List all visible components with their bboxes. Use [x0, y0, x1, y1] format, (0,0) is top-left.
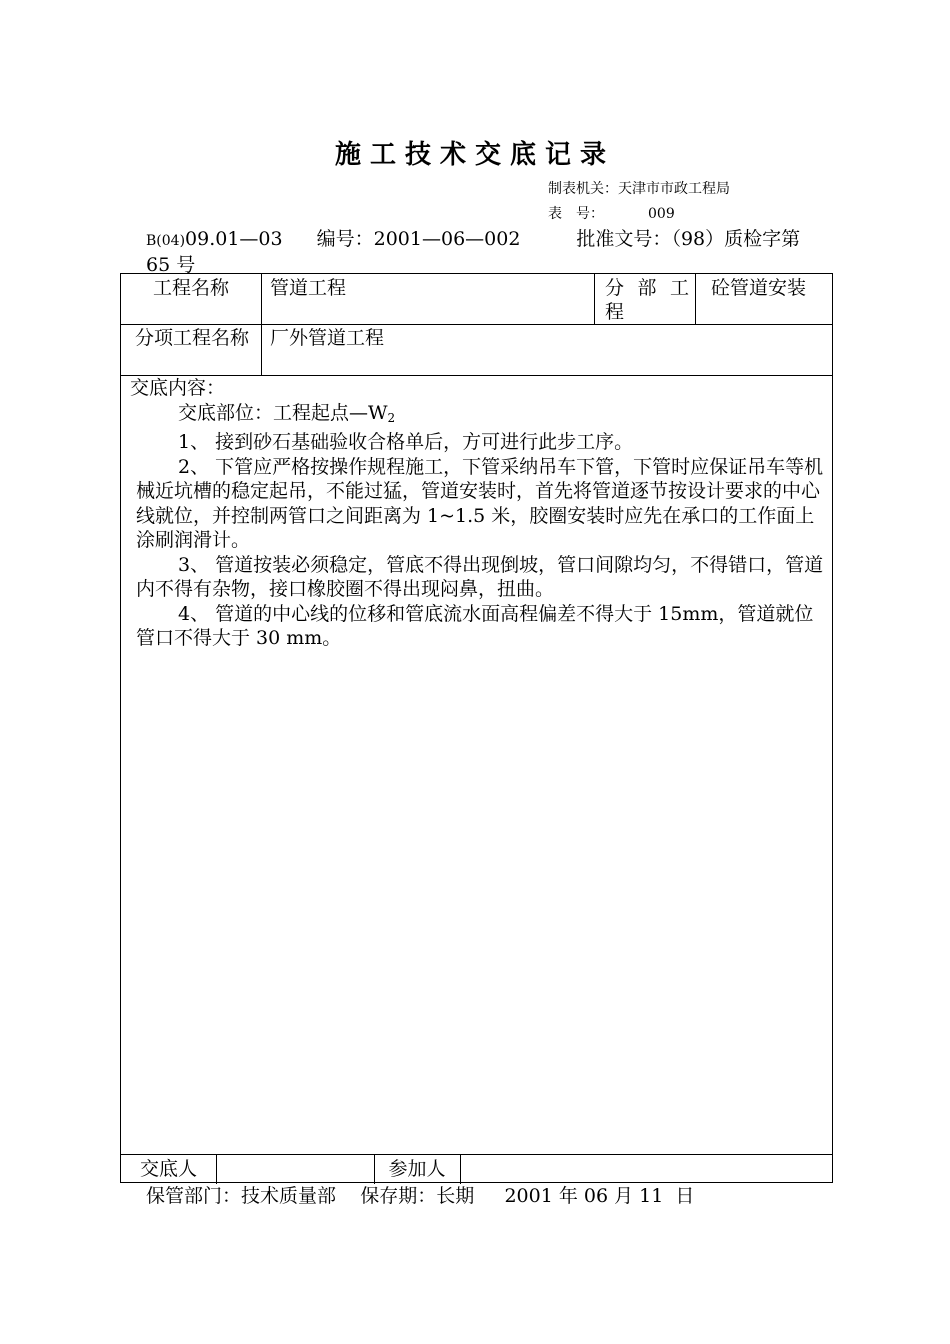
location-label: 交底部位：工程起点—W — [178, 401, 388, 424]
content-item: 2、 下管应严格按操作规程施工，下管采纳吊车下管，下管时应保证吊车等机械近坑槽的稳定起吊，不能过猛，管道安装时，首先将管道逐节按设计要求的中心线就位，并控制两管口之间距离为 1~1.5 米，胶圈安装时应先在承口的工作面上涂刷润滑计。 — [136, 455, 824, 551]
subitem-label: 分项工程名称 — [134, 327, 249, 349]
reference-line — [146, 227, 826, 277]
subitem-value: 厂外管道工程 — [270, 327, 385, 349]
maker-line — [548, 178, 730, 198]
serial-label: 编号： — [316, 228, 374, 250]
ref-prefix: B(04) — [146, 233, 186, 249]
form-number-label: 表 号： — [548, 206, 604, 222]
column-divider — [216, 1154, 217, 1184]
dept-label: 保管部门： — [146, 1185, 242, 1207]
disclosure-content — [130, 376, 826, 651]
retention-label: 保存期： — [360, 1185, 437, 1207]
column-divider — [460, 1154, 461, 1184]
location-subscript: 2 — [387, 410, 396, 425]
participant-label: 参加人 — [388, 1158, 446, 1180]
content-item: 1、 接到砂石基础验收合格单后，方可进行此步工序。 — [178, 431, 634, 453]
division-value: 砼管道安装 — [711, 277, 807, 299]
approval-label: 批准文号： — [576, 228, 672, 250]
footer-line — [146, 1184, 694, 1208]
project-name-value: 管道工程 — [270, 277, 347, 299]
maker-value: 天津市市政工程局 — [618, 181, 730, 197]
content-item: 3、 管道按装必须稳定，管底不得出现倒坡，管口间隙均匀，不得错口，管道内不得有杂物，接口橡胶圈不得出现闷鼻，扭曲。 — [136, 553, 824, 600]
row-divider — [121, 1154, 832, 1155]
approval-value: （98）质检字第 65 号 — [146, 228, 801, 276]
serial-value: 2001—06—002 — [373, 228, 521, 250]
division-label: 分 部 工程 — [605, 277, 689, 323]
ref-code: 09.01—03 — [185, 228, 283, 250]
record-date: 2001 年 06 月 11 日 — [504, 1185, 695, 1207]
dept-value: 技术质量部 — [241, 1185, 337, 1207]
project-name-label: 工程名称 — [152, 277, 229, 299]
column-divider — [695, 274, 696, 324]
content-item: 4、 管道的中心线的位移和管底流水面高程偏差不得大于 15mm，管道就位管口不得大于 30 mm。 — [136, 602, 814, 649]
page-title: 施工技术交底记录 — [334, 140, 615, 170]
retention-value: 长期 — [436, 1185, 475, 1207]
row-divider — [121, 324, 832, 325]
column-divider — [261, 274, 262, 375]
maker-label: 制表机关： — [548, 181, 618, 197]
discloser-label: 交底人 — [139, 1158, 197, 1180]
column-divider — [594, 274, 595, 324]
content-heading: 交底内容： — [130, 377, 226, 399]
disclosure-location — [136, 401, 826, 431]
disclosure-form — [120, 273, 833, 1183]
form-number-line — [548, 203, 675, 223]
form-number-value: 009 — [648, 206, 675, 222]
